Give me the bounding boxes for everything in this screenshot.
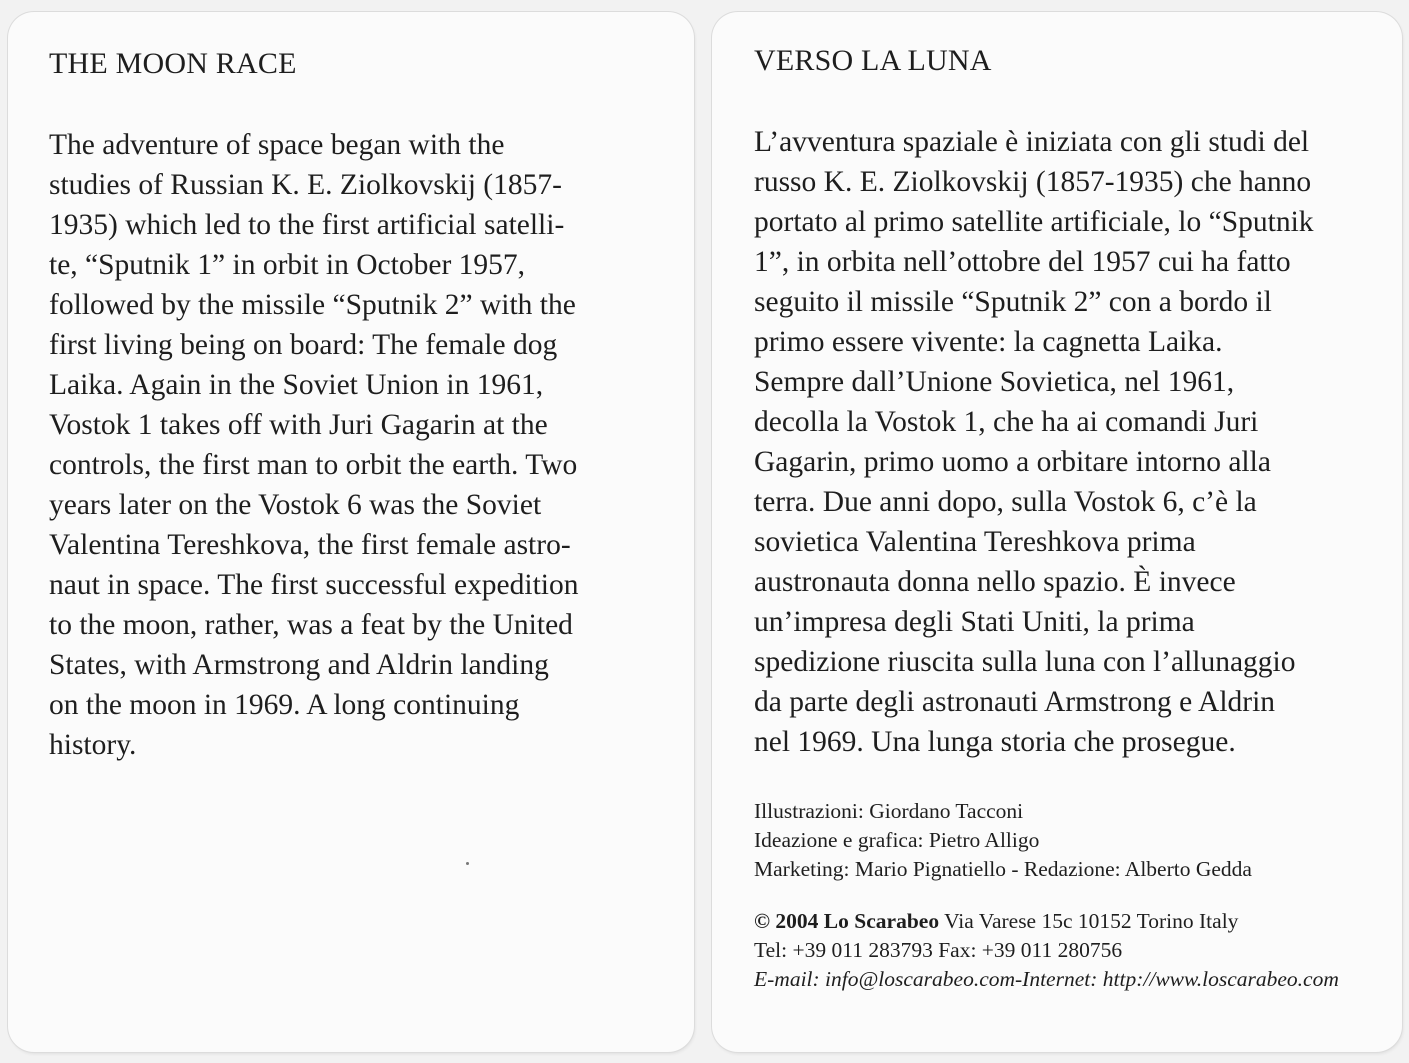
body-line: studies of Russian K. E. Ziolkovskij (1857- bbox=[49, 169, 562, 201]
publisher-phone: Tel: +39 011 283793 Fax: +39 011 280756 bbox=[754, 938, 1123, 962]
publisher-imprint bbox=[754, 907, 1339, 994]
credit-marketing: Marketing: Mario Pignatiello - Redazione: Alberto Gedda bbox=[754, 857, 1252, 881]
body-line: L’avventura spaziale è iniziata con gli studi del bbox=[754, 126, 1310, 158]
credit-concept: Ideazione e grafica: Pietro Alligo bbox=[754, 828, 1040, 852]
publisher-web: E-mail: info@loscarabeo.com-Internet: http://www.loscarabeo.com bbox=[754, 967, 1339, 991]
body-line: nel 1969. Una lunga storia che prosegue. bbox=[754, 726, 1236, 758]
card-body-italian bbox=[754, 122, 1314, 762]
body-line: 1935) which led to the first artificial satelli- bbox=[49, 209, 565, 241]
body-line: da parte degli astronauti Armstrong e Aldrin bbox=[754, 686, 1276, 718]
body-line: Sempre dall’Unione Sovietica, nel 1961, bbox=[754, 366, 1235, 398]
body-line: portato al primo satellite artificiale, lo “Sputnik bbox=[754, 206, 1314, 238]
card-title-english: THE MOON RACE bbox=[49, 47, 297, 80]
body-line: naut in space. The first successful expedition bbox=[49, 569, 579, 601]
card-english bbox=[8, 12, 694, 1052]
body-line: States, with Armstrong and Aldrin landing bbox=[49, 649, 549, 681]
body-line: un’impresa degli Stati Uniti, la prima bbox=[754, 606, 1195, 638]
credit-illustrations: Illustrazioni: Giordano Tacconi bbox=[754, 799, 1024, 823]
imprint-address-line bbox=[754, 907, 1339, 936]
body-line: Laika. Again in the Soviet Union in 1961, bbox=[49, 369, 544, 401]
body-line: russo K. E. Ziolkovskij (1857-1935) che hanno bbox=[754, 166, 1312, 198]
body-line: seguito il missile “Sputnik 2” con a bordo il bbox=[754, 286, 1272, 318]
body-line: first living being on board: The female dog bbox=[49, 329, 558, 361]
body-line: on the moon in 1969. A long continuing bbox=[49, 689, 520, 721]
body-line: spedizione riuscita sulla luna con l’allunaggio bbox=[754, 646, 1296, 678]
body-line: history. bbox=[49, 729, 137, 761]
body-line: Valentina Tereshkova, the first female astro- bbox=[49, 529, 571, 561]
publisher-address: Via Varese 15c 10152 Torino Italy bbox=[939, 909, 1239, 933]
body-line: followed by the missile “Sputnik 2” with the bbox=[49, 289, 576, 321]
body-line: to the moon, rather, was a feat by the United bbox=[49, 609, 573, 641]
body-line: Gagarin, primo uomo a orbitare intorno alla bbox=[754, 446, 1271, 478]
body-line: te, “Sputnik 1” in orbit in October 1957, bbox=[49, 249, 526, 281]
body-line: austronauta donna nello spazio. È invece bbox=[754, 566, 1236, 598]
body-line: primo essere vivente: la cagnetta Laika. bbox=[754, 326, 1223, 358]
dust-speck bbox=[466, 862, 469, 865]
card-body-english bbox=[49, 125, 579, 765]
body-line: 1”, in orbita nell’ottobre del 1957 cui ha fatto bbox=[754, 246, 1291, 278]
body-line: decolla la Vostok 1, che ha ai comandi Juri bbox=[754, 406, 1259, 438]
copyright-notice: © 2004 Lo Scarabeo bbox=[754, 909, 940, 933]
card-title-italian: VERSO LA LUNA bbox=[754, 44, 992, 77]
card-italian bbox=[712, 12, 1402, 1052]
body-line: years later on the Vostok 6 was the Soviet bbox=[49, 489, 542, 521]
body-line: controls, the first man to orbit the earth. Two bbox=[49, 449, 578, 481]
body-line: Vostok 1 takes off with Juri Gagarin at the bbox=[49, 409, 548, 441]
body-line: sovietica Valentina Tereshkova prima bbox=[754, 526, 1196, 558]
credits-block bbox=[754, 797, 1252, 884]
body-line: terra. Due anni dopo, sulla Vostok 6, c’è la bbox=[754, 486, 1257, 518]
body-line: The adventure of space began with the bbox=[49, 129, 505, 161]
